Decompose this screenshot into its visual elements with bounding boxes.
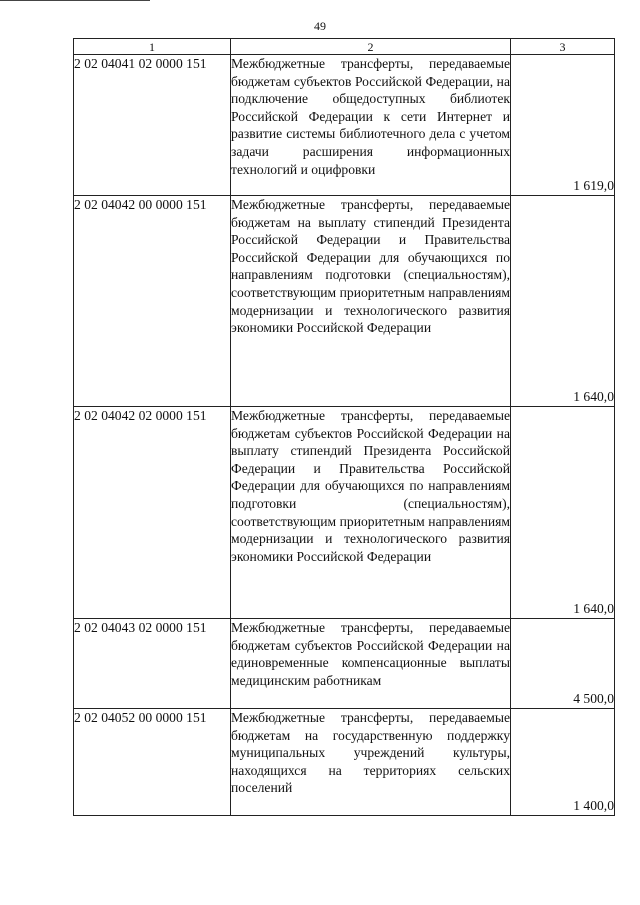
top-rule [0,0,150,1]
table-row [74,619,615,709]
amount-cell: 1 640,0 [511,407,615,619]
description-cell: Межбюджетные трансферты, передаваемые бюджетам на выплату стипендий Президента Российской Федерации и Правительства Российской Федерации для обучающихся по направлениям подготовки (специальностям), соответствующим приоритетным направлениям модернизации и технологического развития экономики Российской Федерации [231,196,511,407]
budget-table [73,38,615,816]
table-row [74,407,615,619]
column-header-code: 1 [74,39,231,55]
description-cell: Межбюджетные трансферты, передаваемые бюджетам субъектов Российской Федерации, на подключение общедоступных библиотек Российской Федерации к сети Интернет и развитие системы библиотечного дела с учетом задачи расширения информационных технологий и оцифровки [231,55,511,196]
table-row [74,709,615,816]
table-row [74,196,615,407]
description-cell: Межбюджетные трансферты, передаваемые бюджетам субъектов Российской Федерации на единовременные компенсационные выплаты медицинским работникам [231,619,511,709]
table-row [74,55,615,196]
amount-cell: 1 400,0 [511,709,615,816]
table-header-row [74,39,615,55]
description-cell: Межбюджетные трансферты, передаваемые бюджетам на государственную поддержку муниципальных учреждений культуры, находящихся на территориях сельских поселений [231,709,511,816]
budget-code-cell: 2 02 04043 02 0000 151 [74,619,231,709]
description-cell: Межбюджетные трансферты, передаваемые бюджетам субъектов Российской Федерации на выплату стипендий Президента Российской Федерации и Правительства Российской Федерации для обучающихся по направлениям подготовки (специальностям), соответствующим приоритетным направлениям модернизации и технологического развития экономики Российской Федерации [231,407,511,619]
amount-cell: 1 619,0 [511,55,615,196]
amount-cell: 1 640,0 [511,196,615,407]
page-number: 49 [314,19,326,33]
amount-cell: 4 500,0 [511,619,615,709]
budget-code-cell: 2 02 04052 00 0000 151 [74,709,231,816]
budget-code-cell: 2 02 04041 02 0000 151 [74,55,231,196]
column-header-description: 2 [231,39,511,55]
budget-code-cell: 2 02 04042 02 0000 151 [74,407,231,619]
column-header-amount: 3 [511,39,615,55]
budget-code-cell: 2 02 04042 00 0000 151 [74,196,231,407]
